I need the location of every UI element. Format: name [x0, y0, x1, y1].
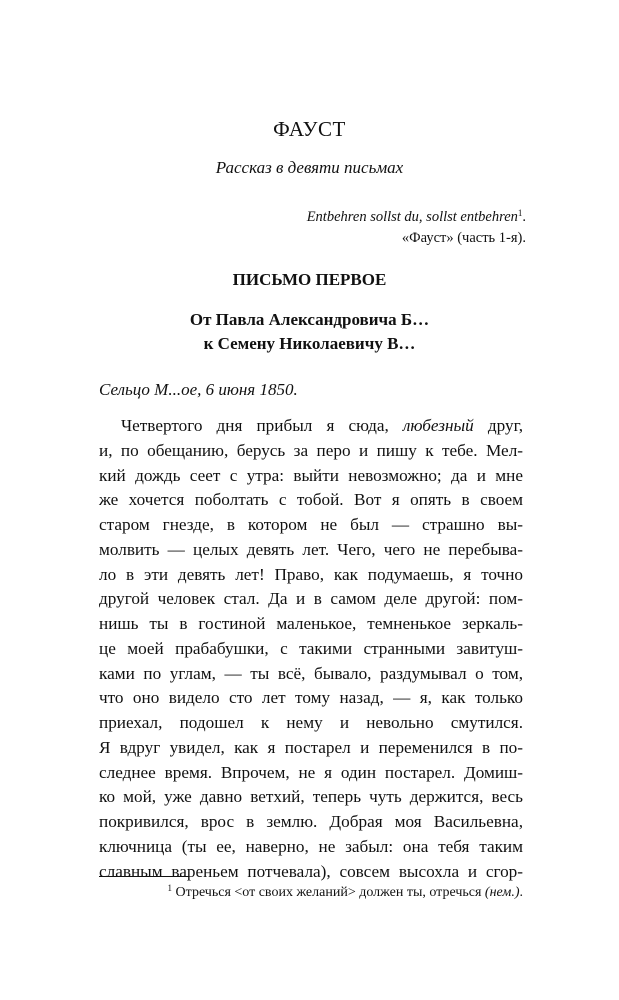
letter-dateline: Сельцо М...ое, 6 июня 1850.	[99, 380, 298, 399]
body-line: старом гнезде, в котором не был — страшно вы-	[99, 515, 523, 534]
footnote-language-note: (нем.)	[484, 885, 520, 900]
footnote-divider	[99, 876, 189, 877]
body-line: ками по углам, — ты всё, бывало, раздумывал о том,	[99, 663, 523, 683]
epigraph-trailing: .	[522, 209, 526, 225]
body-line: це моей прабабушки, с такими странными завитуш-	[99, 638, 523, 658]
body-line: ключница (ты ее, наверно, не забыл: она тебя таким	[99, 836, 523, 856]
body-line: кий дождь сеет с утра: выйти невозможно; да и мне	[99, 465, 523, 485]
body-line-italic-word: любезный	[402, 416, 474, 435]
body-line: нишь ты в гостиной маленькое, темненькое зеркаль-	[99, 614, 523, 633]
body-line: приехал, подошел к нему и невольно смутился.	[99, 713, 523, 732]
footnote-mark: 1	[167, 883, 173, 893]
body-line-segment: друг,	[473, 416, 523, 435]
letter-to-line: к Семену Николаевичу В…	[203, 334, 416, 353]
body-line: молвить — целых девять лет. Чего, чего не перебыва-	[99, 539, 523, 559]
footnote	[168, 885, 523, 901]
body-line: покривился, врос в землю. Добрая моя Васильевна,	[99, 812, 523, 831]
epigraph	[307, 207, 526, 249]
letter-heading: ПИСЬМО ПЕРВОЕ	[232, 270, 387, 289]
body-line: ко мой, уже давно ветхий, теперь чуть держится, весь	[99, 787, 523, 807]
epigraph-footnote-mark[interactable]: 1	[517, 208, 523, 218]
page-title: ФАУСТ	[273, 117, 346, 141]
footnote-end: .	[519, 885, 523, 900]
body-line: Я вдруг увидел, как я постарел и переменился в по-	[99, 737, 523, 757]
epigraph-quote: Entbehren sollst du, sollst entbehren	[306, 209, 518, 225]
body-line: же хочется поболтать с тобой. Вот я опять в своем	[99, 490, 523, 510]
body-line: и, по обещанию, берусь за перо и пишу к тебе. Мел-	[99, 440, 523, 460]
epigraph-quote-line	[307, 207, 526, 228]
body-line: следнее время. Впрочем, не я один постарел. Домиш-	[99, 762, 523, 782]
letter-body	[99, 414, 523, 884]
epigraph-source: «Фауст» (часть 1-я).	[401, 230, 526, 246]
body-line: ло в эти девять лет! Право, как подумаешь, я точно	[99, 564, 523, 584]
letter-from-line: От Павла Александровича Б…	[189, 310, 430, 329]
page-subtitle: Рассказ в девяти письмах	[215, 158, 404, 177]
footnote-text: Отречься <от своих желаний> должен ты, отречься	[172, 885, 485, 900]
letter-sender-recipient	[0, 308, 619, 356]
body-line: другой человек стал. Да и в самом деле другой: пом-	[99, 589, 523, 609]
body-line	[99, 414, 523, 439]
body-line: славным вареньем потчевала), совсем высохла и сгор-	[99, 861, 523, 881]
body-line: что оно видело сто лет тому назад, — я, как только	[99, 688, 523, 708]
body-line-segment: Четвертого дня прибыл я сюда,	[121, 416, 403, 435]
